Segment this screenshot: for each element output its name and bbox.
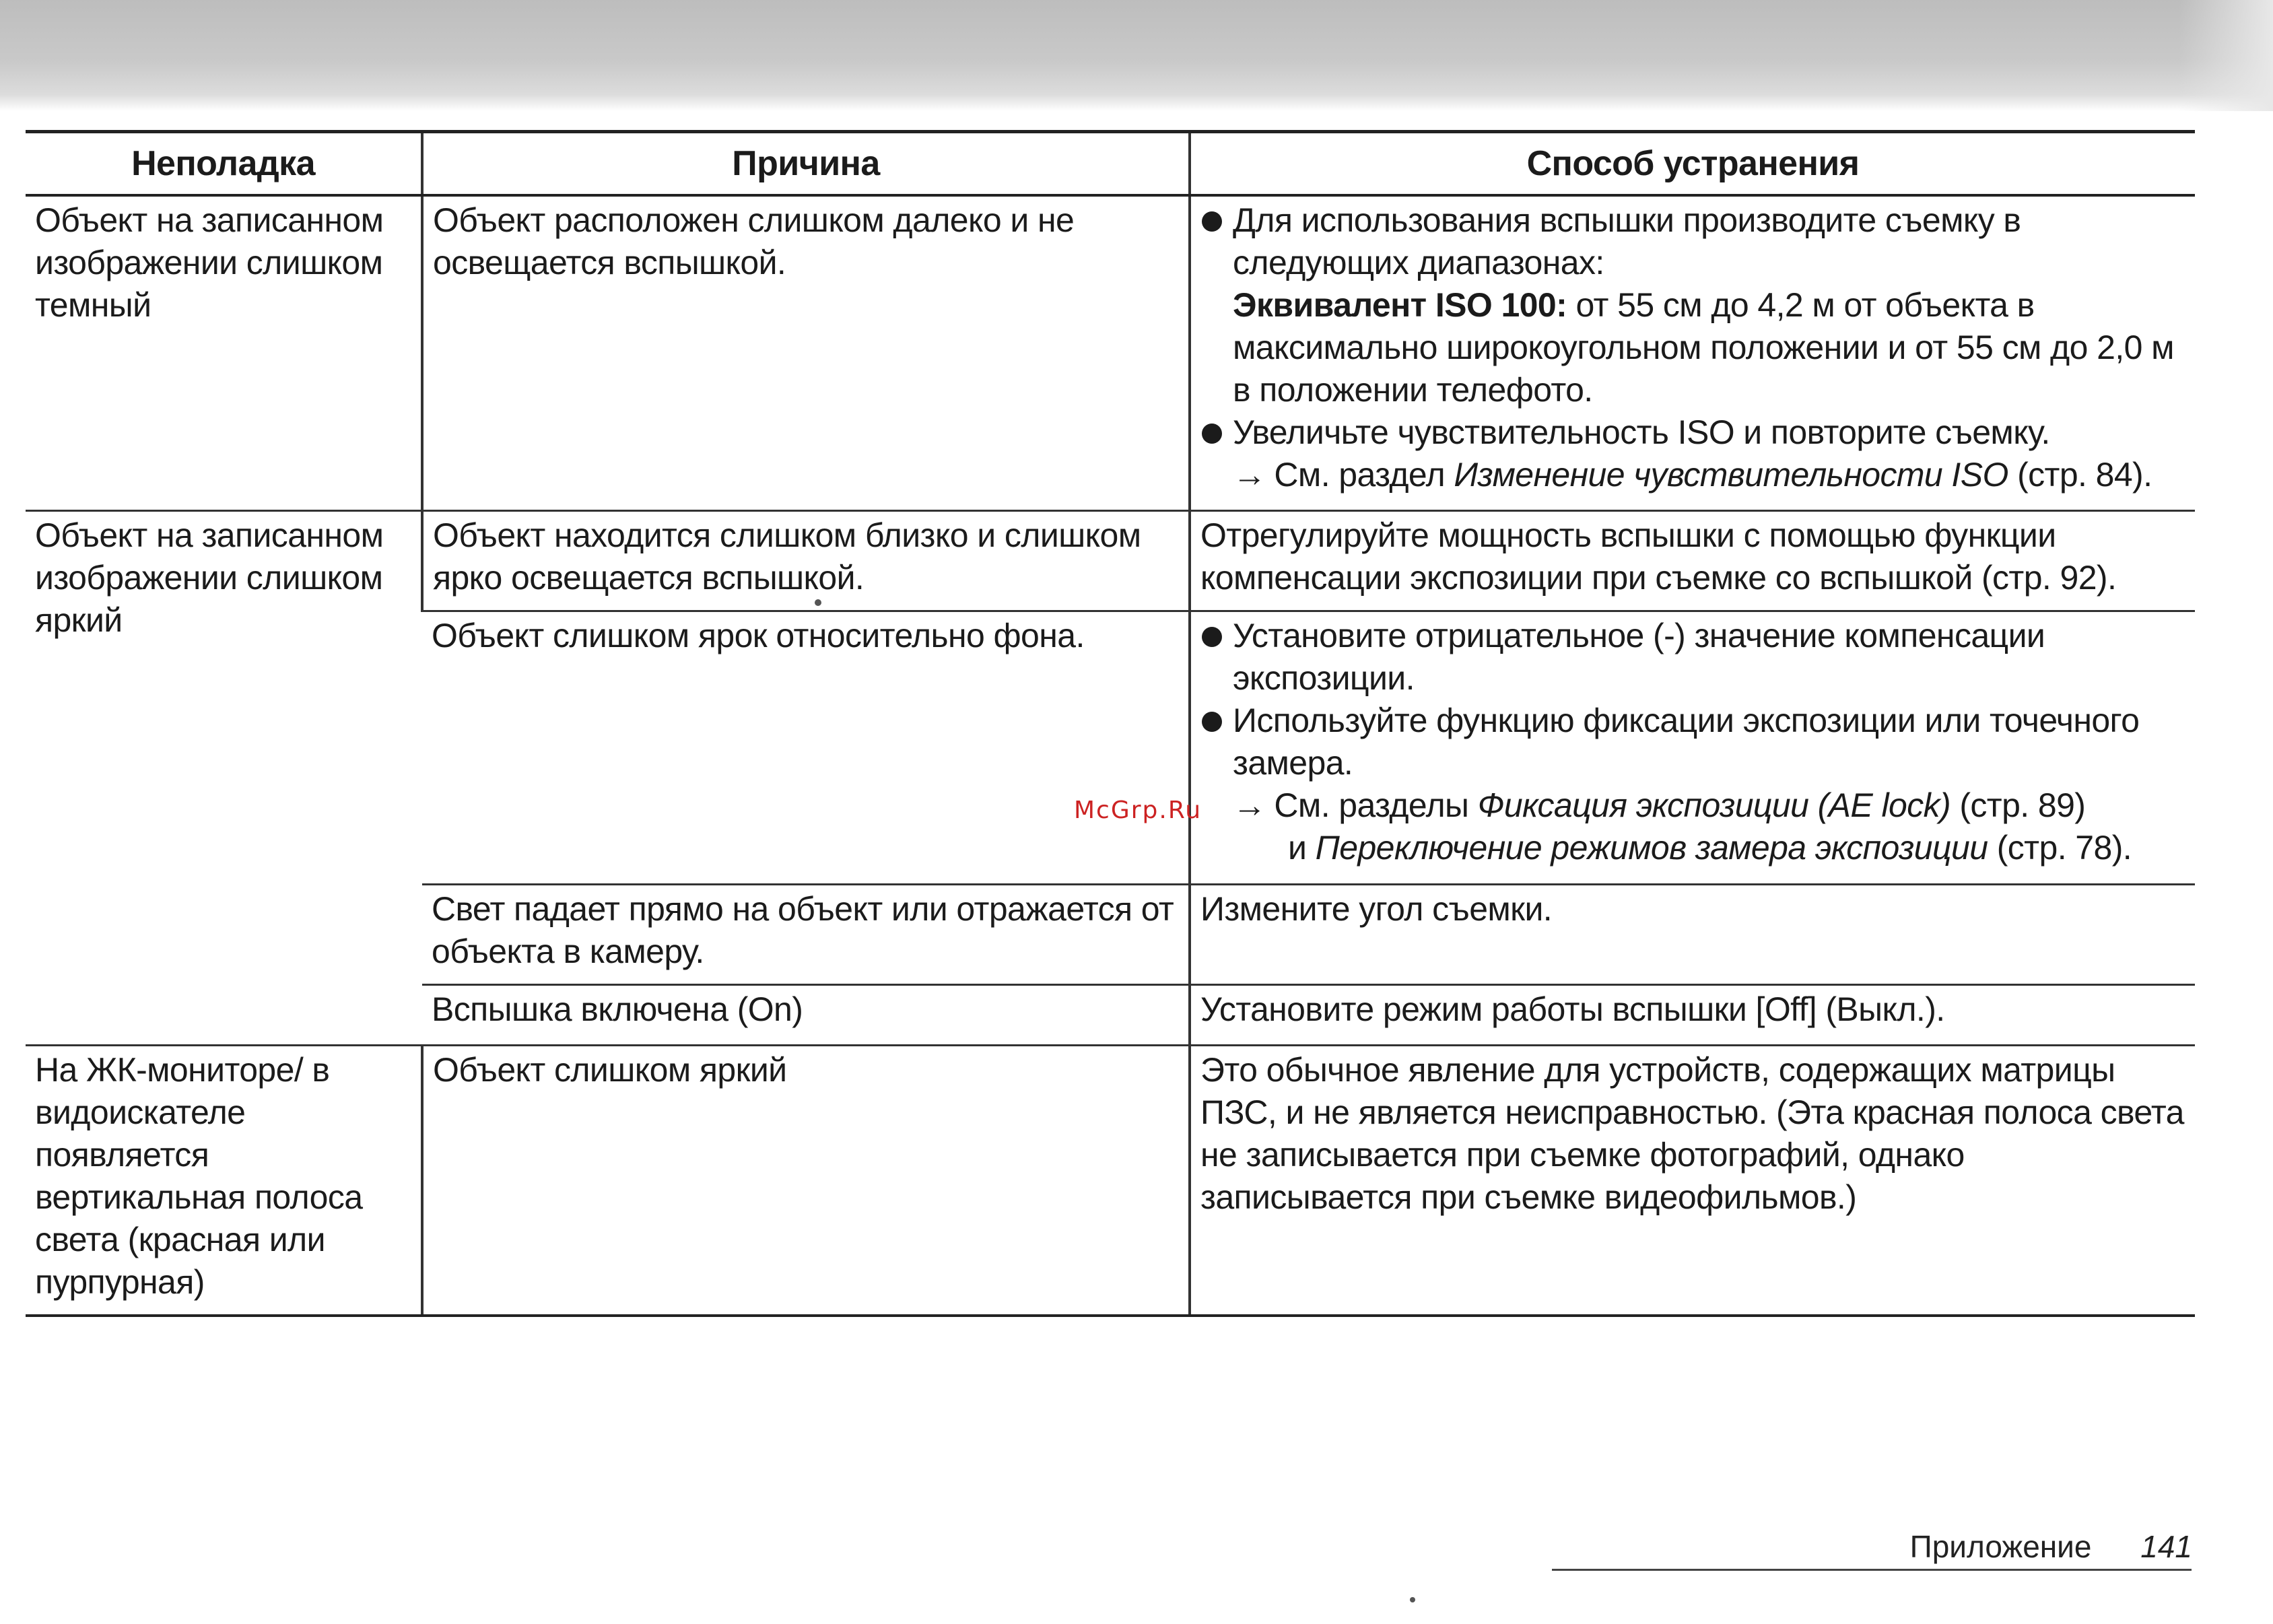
reference-prefix: См. раздел xyxy=(1274,456,1446,494)
troubleshooting-table xyxy=(26,130,2195,1317)
reference-page: (стр. 84). xyxy=(2017,456,2152,494)
cause-cell: Объект расположен слишком далеко и не освещается вспышкой. xyxy=(422,195,1190,510)
reference-conjunction: и xyxy=(1288,828,1307,867)
problem-cell: Объект на записанном изображении слишком яркий xyxy=(26,510,422,1045)
cause-cell: Объект слишком ярок относительно фона. xyxy=(422,611,1190,884)
page-reference xyxy=(1200,454,2184,496)
cause-cell: Свет падает прямо на объект или отражается от объекта в камеру. xyxy=(422,884,1190,984)
table-row xyxy=(26,1045,2195,1316)
page-number: 141 xyxy=(2140,1529,2192,1564)
page-reference xyxy=(1200,784,2184,827)
problem-cell: На ЖК-мониторе/ в видоискателе появляется вертикальная полоса света (красная или пурпурная) xyxy=(26,1045,422,1316)
column-header-problem: Неполадка xyxy=(26,132,422,196)
cause-cell: Вспышка включена (On) xyxy=(422,984,1190,1045)
reference-page: (стр. 78). xyxy=(1996,828,2132,867)
cause-cell: Объект слишком яркий xyxy=(422,1045,1190,1316)
reference-title: Изменение чувствительности ISO xyxy=(1454,456,2008,494)
watermark: McGrp.Ru xyxy=(1074,797,1202,824)
solution-cell: Измените угол съемки. xyxy=(1190,884,2195,984)
column-header-cause: Причина xyxy=(422,132,1190,196)
solution-cell: Установите режим работы вспышки [Off] (Выкл.). xyxy=(1190,984,2195,1045)
reference-page: (стр. 89) xyxy=(1959,786,2086,824)
bullet-text: Увеличьте чувствительность ISO и повторите съемку. xyxy=(1233,413,2050,451)
arrow-right-icon: → xyxy=(1233,786,1266,824)
scan-speck xyxy=(1410,1597,1415,1602)
solution-cell xyxy=(1190,195,2195,510)
cause-cell: Объект находится слишком близко и слишком ярко освещается вспышкой. xyxy=(422,510,1190,611)
solution-cell: Отрегулируйте мощность вспышки с помощью функции компенсации экспозиции при съемке со вспышкой (стр. 92). xyxy=(1190,510,2195,611)
scan-speck xyxy=(815,599,821,606)
solution-cell xyxy=(1190,611,2195,884)
reference-prefix: См. разделы xyxy=(1274,786,1469,824)
page-reference-continued xyxy=(1200,827,2184,869)
table-row xyxy=(26,510,2195,611)
reference-title: Переключение режимов замера экспозиции xyxy=(1315,828,1988,867)
footer-rule xyxy=(1552,1569,2192,1571)
problem-cell: Объект на записанном изображении слишком темный xyxy=(26,195,422,510)
bullet-text: от 55 см до 4,2 м от объекта в максимально широкоугольном положении и от 55 см до 2,0 м в положении телефото. xyxy=(1233,286,2174,409)
column-header-solution: Способ устранения xyxy=(1190,132,2195,196)
section-name: Приложение xyxy=(1909,1529,2092,1564)
bullet-item xyxy=(1200,199,2184,411)
bullet-item: Установите отрицательное (-) значение компенсации экспозиции. xyxy=(1200,615,2184,700)
bullet-text: Для использования вспышки производите съемку в следующих диапазонах: xyxy=(1233,201,2021,281)
reference-title: Фиксация экспозиции (AE lock) xyxy=(1477,786,1951,824)
iso-label: Эквивалент ISO 100: xyxy=(1233,286,1567,324)
page-footer xyxy=(1910,1528,2192,1565)
solution-cell: Это обычное явление для устройств, содержащих матрицы ПЗС, и не является неисправностью. (Эта красная полоса света не записывается при съемке фотографий, однако записывается при съемке видеофильмов.) xyxy=(1190,1045,2195,1316)
top-gray-band xyxy=(0,0,2273,111)
bullet-item: Используйте функцию фиксации экспозиции или точечного замера. xyxy=(1200,700,2184,784)
bullet-item xyxy=(1200,411,2184,454)
arrow-right-icon: → xyxy=(1233,456,1266,494)
table-header-row xyxy=(26,132,2195,196)
table-row xyxy=(26,195,2195,510)
